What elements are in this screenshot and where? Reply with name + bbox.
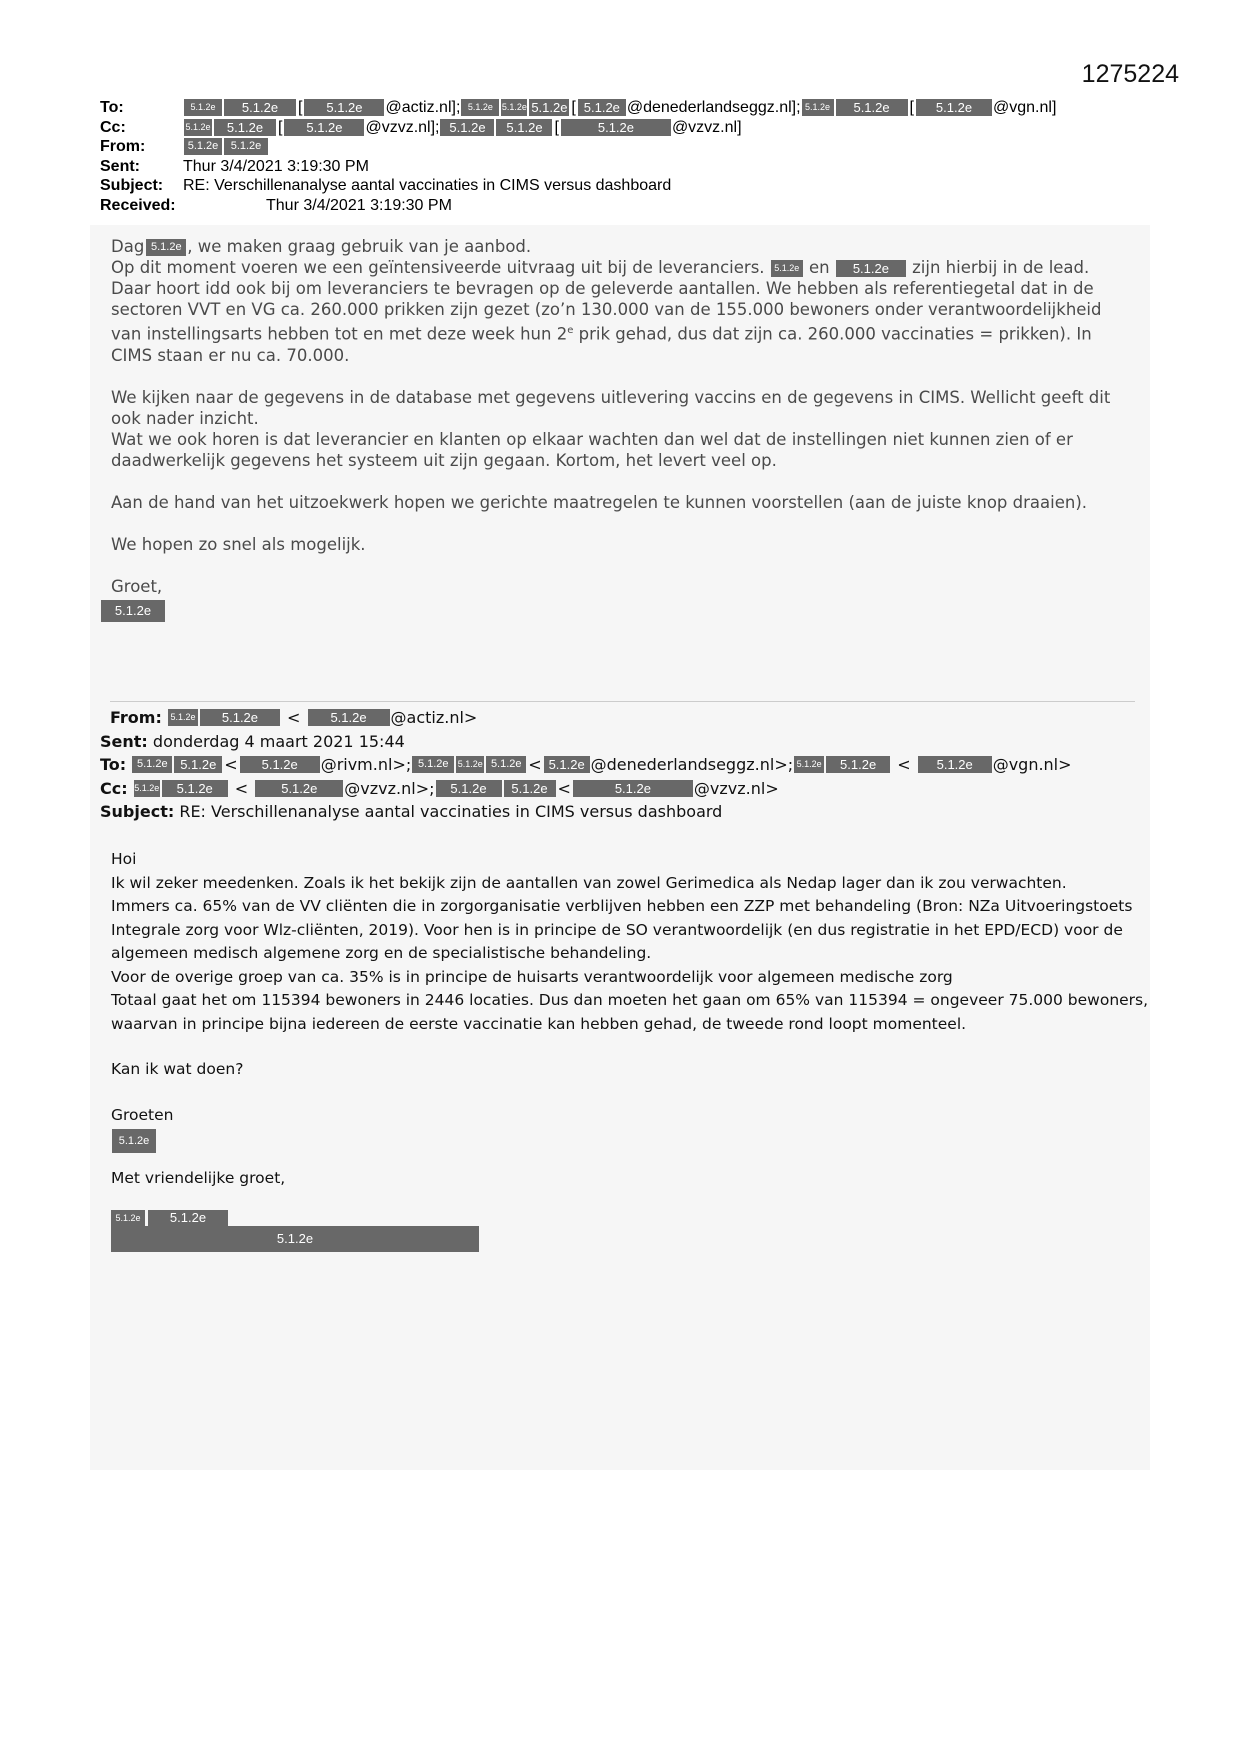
redaction-box: 5.1.2e: [308, 709, 390, 726]
cc-row: Cc: 5.1.2e 5.1.2e [ 5.1.2e @vzvz.nl]; 5.1.2e 5.1.2e [ 5.1.2e @vzvz.nl]: [100, 118, 742, 136]
redaction-box: 5.1.2e: [134, 780, 160, 797]
redaction-box: 5.1.2e: [826, 756, 890, 773]
email-domain: @vzvz.nl]: [671, 118, 742, 136]
signature-block: [111, 1210, 479, 1252]
redaction-box: 5.1.2e: [504, 780, 556, 797]
received-label: Received:: [100, 196, 176, 214]
redaction-box: 5.1.2e: [836, 260, 906, 277]
redaction-box: 5.1.2e: [184, 119, 212, 136]
email-domain: @denederlandseggz.nl];: [626, 99, 801, 116]
signature-redaction: 5.1.2e: [101, 600, 165, 622]
quoted-sent-row: [100, 730, 1180, 754]
redaction-box: 5.1.2e: [240, 756, 320, 773]
redaction-box: 5.1.2e: [531, 100, 568, 116]
email-domain: @vzvz.nl];: [365, 118, 440, 136]
email-domain: @actiz.nl];: [385, 99, 461, 116]
quoted-paragraph-1: Ik wil zeker meedenken. Zoals ik het bekijk zijn de aantallen van zowel Gerimedica als Nedap lager dan ik zou verwachten.: [111, 873, 1067, 892]
redaction-box: 5.1.2e: [461, 99, 499, 116]
from-row: [100, 137, 1180, 157]
paragraph-1-part-a: Op dit moment voeren we een geïntensiveerde uitvraag uit bij de leveranciers.: [111, 258, 765, 277]
received-row: [100, 196, 1180, 216]
redaction-box: 5.1.2e: [146, 239, 186, 256]
greeting-text-rest: , we maken graag gebruik van je aanbod.: [187, 237, 532, 256]
quoted-paragraph-4: Totaal gaat het om 115394 bewoners in 2446 locaties. Dus dan moeten het gaan om 65% van 115394 = ongeveer 75.000 bewoners, waarvan in principe bijna iedereen de eerste vaccinatie kan hebben gehad, de tweede rond loopt momenteel.: [111, 991, 1149, 1033]
redaction-box: 5.1.2e: [486, 756, 526, 773]
redaction-box: 5.1.2e: [836, 99, 908, 116]
redaction-box: 5.1.2e: [771, 260, 803, 277]
redaction-box: 5.1.2e: [578, 99, 626, 116]
subject-value: RE: Verschillenanalyse aantal vaccinaties in CIMS versus dashboard: [183, 177, 672, 194]
divider: [110, 701, 1135, 702]
quoted-cc-label: Cc:: [100, 778, 128, 798]
message-2-body: [111, 848, 1151, 1191]
email-domain: @vzvz.nl>: [693, 778, 779, 798]
subject-label: Subject:: [100, 177, 164, 194]
greeting-line: [111, 236, 1131, 257]
sent-value: Thur 3/4/2021 3:19:30 PM: [183, 157, 369, 175]
email-domain: @vgn.nl]: [993, 99, 1057, 116]
redaction-box: 5.1.2e: [573, 780, 693, 797]
quoted-closing-2: Met vriendelijke groet,: [111, 1169, 286, 1187]
quoted-question: Kan ik wat doen?: [111, 1060, 244, 1078]
message-1-body: [111, 236, 1131, 622]
quoted-cc-row: Cc: 5.1.2e 5.1.2e < 5.1.2e @vzvz.nl>; 5.1.2e 5.1.2e < 5.1.2e @vzvz.nl>: [100, 778, 779, 798]
email-domain: @vzvz.nl>;: [344, 778, 435, 798]
sent-label: Sent:: [100, 157, 140, 175]
paragraph-1-en: en: [809, 258, 830, 277]
email-domain: @actiz.nl>: [390, 708, 478, 728]
subject-row: [100, 176, 1180, 196]
closing: Groet,: [111, 576, 163, 596]
redaction-box: 5.1.2e: [501, 99, 527, 116]
paragraph-1-part-b: zijn hierbij in de lead. Daar hoort idd ook bij om leveranciers te bevragen op de geleverde aantallen. We hebben als referentiegetal dat in de sectoren VVT en VG ca. 260.000 prikken zijn gezet (zo’n 130.000 van de 155.000 bewoners onder verantwoordelijkheid van instellingsarts hebben tot en met deze week hun 2: [111, 258, 1102, 344]
quoted-to-label: To:: [100, 755, 127, 775]
paragraph-4: We hopen zo snel als mogelijk.: [111, 534, 366, 554]
signature-redaction: 5.1.2e: [112, 1129, 156, 1153]
redaction-box: 5.1.2e: [255, 780, 343, 797]
cc-label: Cc:: [100, 118, 126, 136]
redaction-box: 5.1.2e: [184, 138, 222, 155]
redaction-box: 5.1.2e: [184, 99, 222, 116]
email-domain: @denederlandseggz.nl>;: [590, 755, 794, 775]
email-domain: @rivm.nl>;: [320, 755, 412, 775]
redaction-box: 5.1.2e: [214, 119, 276, 136]
redaction-box: 5.1.2e: [412, 756, 454, 773]
quoted-closing: Groeten: [111, 1105, 174, 1124]
quoted-subject-label: Subject:: [100, 802, 175, 822]
redaction-box: 5.1.2e: [496, 119, 552, 136]
email-header: [100, 98, 1180, 215]
redaction-box: 5.1.2e: [111, 1210, 145, 1226]
quoted-greeting: Hoi: [111, 850, 137, 868]
paragraph-3: Aan de hand van het uitzoekwerk hopen we gerichte maatregelen te kunnen voorstellen (aan de juiste knop draaien).: [111, 492, 1087, 512]
received-value: Thur 3/4/2021 3:19:30 PM: [266, 196, 452, 214]
redaction-box: 5.1.2e: [918, 756, 992, 773]
sent-row: [100, 157, 1180, 177]
redaction-box: 5.1.2e: [561, 119, 671, 136]
paragraph-2-part-a: We kijken naar de gegevens in de database met gegevens uitlevering vaccins en de gegevens in CIMS. Wellicht geeft dit ook nader inzicht.: [111, 387, 1111, 428]
to-label: To:: [100, 99, 124, 116]
paragraph-1: [111, 257, 1131, 366]
quoted-paragraph-2: Immers ca. 65% van de VV cliënten die in zorgorganisatie verblijven hebben een ZZP met behandeling (Bron: NZa Uitvoeringstoets Integrale zorg voor Wlz-cliënten, 2019). Voor hen is in principe de SO verantwoordelijk (en dus registratie in het EPD/ECD) voor de algemeen medisch algemene zorg en de specialistische behandeling.: [111, 897, 1133, 962]
redaction-box: 5.1.2e: [162, 780, 228, 797]
redaction-box: 5.1.2e: [440, 119, 494, 136]
redaction-box: 5.1.2e: [168, 709, 198, 726]
email-domain: @vgn.nl>: [992, 755, 1072, 775]
redaction-box: 5.1.2e: [802, 99, 834, 116]
redaction-box: 5.1.2e: [224, 99, 296, 116]
redaction-box: 5.1.2e: [794, 756, 824, 773]
redaction-box: 5.1.2e: [111, 1226, 479, 1252]
redaction-box: 5.1.2e: [148, 1210, 228, 1226]
paragraph-2: [111, 387, 1131, 471]
quoted-sent-value: donderdag 4 maart 2021 15:44: [152, 731, 405, 751]
quoted-header: [100, 706, 1180, 824]
from-label: From:: [100, 138, 146, 155]
redaction-box: 5.1.2e: [174, 756, 222, 773]
paragraph-2-part-b: Wat we ook horen is dat leverancier en klanten op elkaar wachten dan wel dat de instellingen niet kunnen zien of er daadwerkelijk gegevens het systeem uit zijn gegaan. Kortom, het levert veel op.: [111, 429, 1073, 470]
redaction-box: 5.1.2e: [224, 138, 268, 155]
greeting-text: Dag: [111, 237, 145, 256]
paragraph-1-part-c: prik gehad, dus dat zijn ca. 260.000 vaccinaties = prikken). In CIMS staan er nu ca. 70.000.: [111, 324, 1092, 365]
redaction-box: 5.1.2e: [544, 756, 590, 773]
redaction-box: 5.1.2e: [456, 756, 484, 773]
to-row: To: 5.1.2e 5.1.2e [ 5.1.2e @actiz.nl]; 5.1.2e 5.1.2e 5.1.2e [ 5.1.2e @denederlandseggz.nl]; 5.1.2e 5.1.2e [ 5.1.2e @vgn.nl]: [100, 99, 1057, 116]
redaction-box: 5.1.2e: [132, 756, 172, 773]
redaction-box: 5.1.2e: [304, 99, 384, 116]
quoted-from-row: From: 5.1.2e 5.1.2e < 5.1.2e @actiz.nl>: [110, 708, 478, 728]
redaction-box: 5.1.2e: [436, 780, 502, 797]
quoted-subject-value: RE: Verschillenanalyse aantal vaccinaties in CIMS versus dashboard: [179, 802, 723, 822]
redaction-box: 5.1.2e: [200, 709, 280, 726]
quoted-from-label: From:: [110, 708, 162, 728]
redaction-box: 5.1.2e: [916, 99, 992, 116]
redaction-box: 5.1.2e: [284, 119, 364, 136]
quoted-subject-row: [100, 800, 1180, 824]
quoted-paragraph-3: Voor de overige groep van ca. 35% is in principe de huisarts verantwoordelijk voor algemeen medische zorg: [111, 967, 953, 986]
quoted-to-row: To: 5.1.2e 5.1.2e < 5.1.2e @rivm.nl>; 5.1.2e 5.1.2e 5.1.2e < 5.1.2e @denederlandseggz.nl>; 5.1.2e 5.1.2e < 5.1.2e @vgn.nl>: [100, 755, 1072, 775]
document-id: 1275224: [1081, 60, 1179, 88]
quoted-sent-label: Sent:: [100, 731, 148, 751]
superscript: e: [567, 325, 574, 336]
